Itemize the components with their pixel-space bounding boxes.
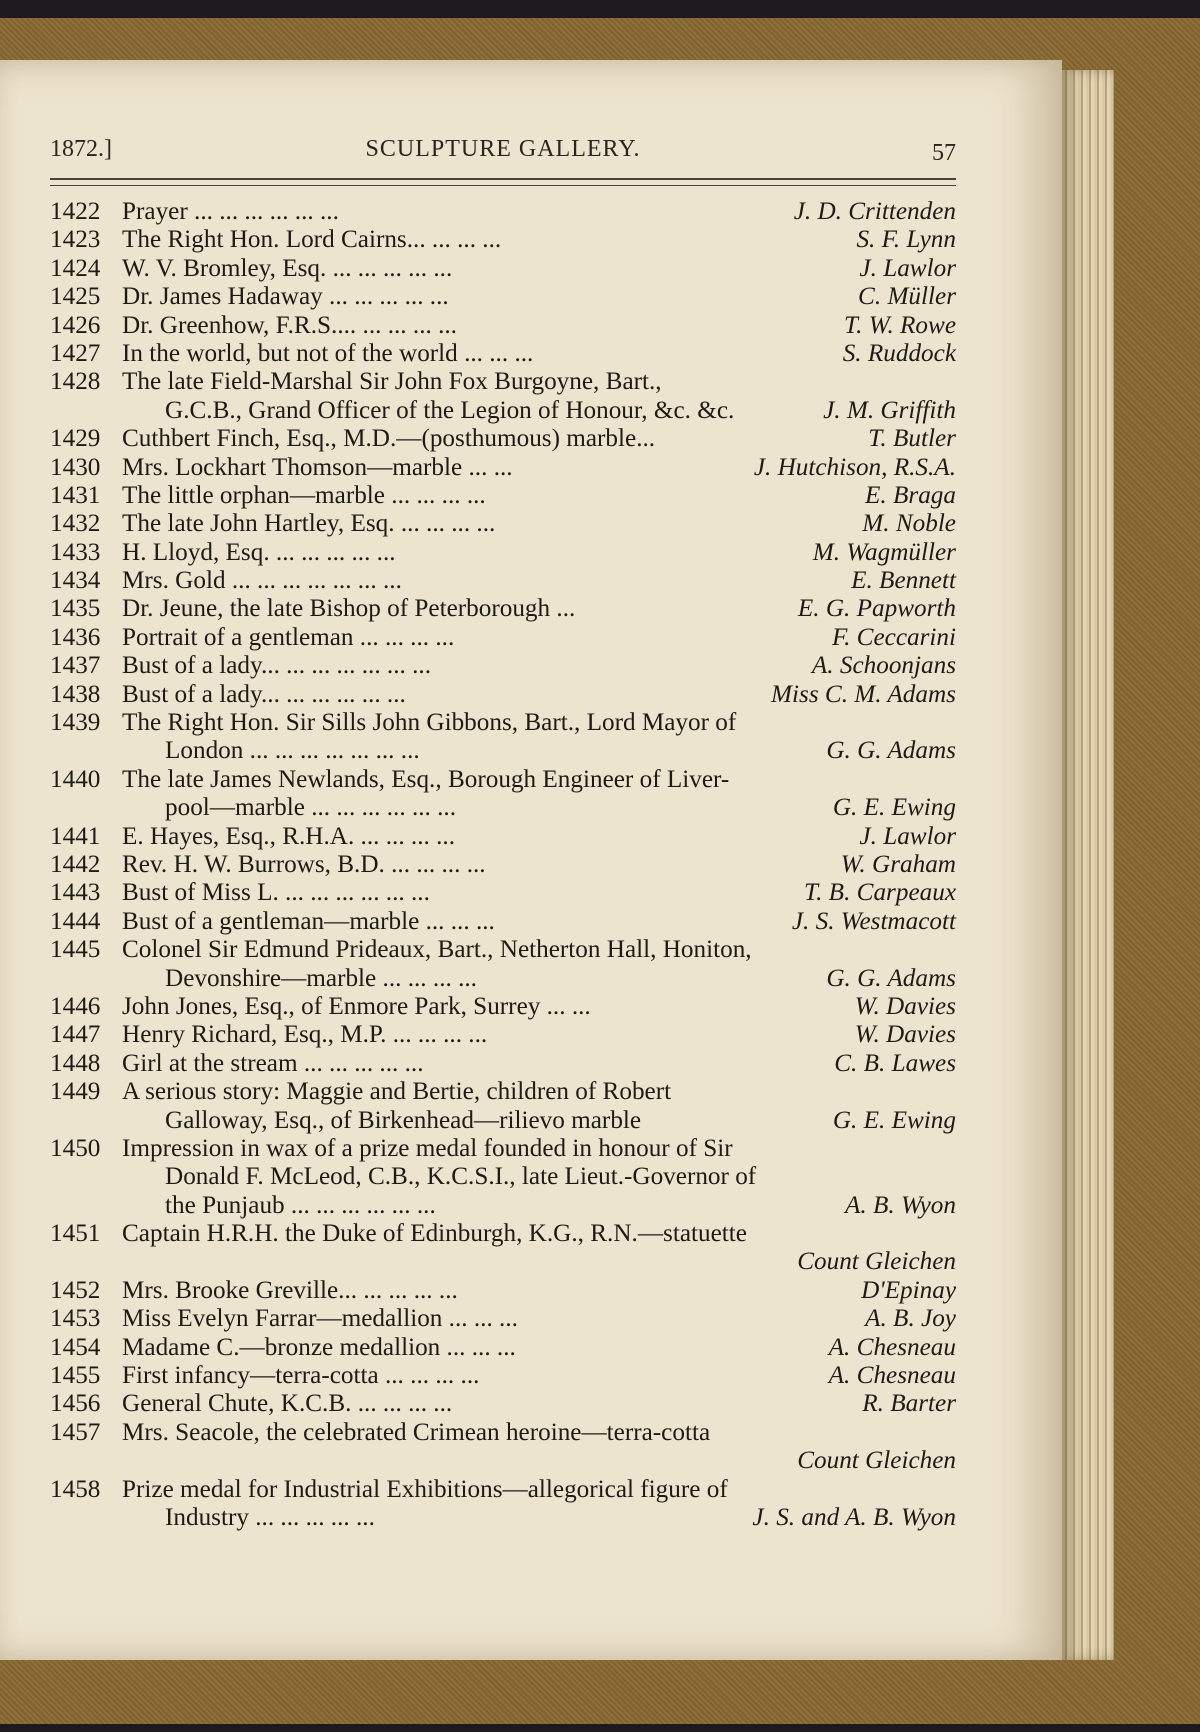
catalogue-entry-continuation — [50, 965, 956, 993]
catalogue-entry — [50, 567, 956, 595]
catalogue-entry-continuation — [50, 1447, 956, 1475]
catalogue-entry — [50, 1390, 956, 1418]
catalogue-entry — [50, 681, 956, 709]
entry-number: 1457 — [50, 1418, 101, 1446]
catalogue-entry — [50, 851, 956, 879]
catalogue-entry — [50, 1021, 956, 1049]
running-header — [50, 136, 956, 176]
catalogue-entry — [50, 624, 956, 652]
entry-title: G.C.B., Grand Officer of the Legion of Honour, &c. &c. — [165, 396, 735, 424]
entry-title: pool—marble ... ... ... ... ... ... — [165, 794, 457, 822]
entry-number: 1455 — [50, 1362, 101, 1390]
entry-title: General Chute, K.C.B. ... ... ... ... — [122, 1390, 453, 1418]
catalogue-entry — [50, 340, 956, 368]
catalogue-entry — [50, 1305, 956, 1333]
entry-title: Captain H.R.H. the Duke of Edinburgh, K.G., R.N.—statuette — [122, 1220, 747, 1248]
entry-artist: W. Davies — [854, 992, 956, 1020]
entry-number: 1430 — [50, 453, 101, 481]
catalogue-entry — [50, 709, 956, 737]
catalogue-entry — [50, 879, 956, 907]
catalogue-entry — [50, 198, 956, 226]
entry-number: 1439 — [50, 709, 101, 737]
catalogue-entry — [50, 425, 956, 453]
entry-number: 1436 — [50, 623, 101, 651]
entry-title: Prayer ... ... ... ... ... ... — [122, 198, 339, 225]
entry-number: 1438 — [50, 680, 101, 708]
entry-artist: A. B. Wyon — [845, 1191, 956, 1219]
entry-artist: C. B. Lawes — [834, 1049, 956, 1077]
entry-number: 1454 — [50, 1333, 101, 1361]
entry-number: 1442 — [50, 850, 101, 878]
entry-artist: J. S. Westmacott — [791, 907, 956, 935]
entry-artist: A. Schoonjans — [811, 652, 956, 680]
entry-artist: M. Wagmüller — [812, 538, 956, 566]
entry-artist: J. D. Crittenden — [793, 198, 956, 225]
entry-number: 1453 — [50, 1305, 101, 1333]
entry-title: W. V. Bromley, Esq. ... ... ... ... ... — [122, 254, 453, 282]
entry-number: 1433 — [50, 538, 101, 566]
entry-artist: E. Braga — [865, 481, 956, 509]
catalogue-entry — [50, 510, 956, 538]
entry-title: Mrs. Brooke Greville... ... ... ... ... — [122, 1276, 458, 1304]
entry-number: 1444 — [50, 907, 101, 935]
catalogue-entry-continuation — [50, 1504, 956, 1532]
entry-number: 1431 — [50, 481, 101, 509]
entry-artist: E. Bennett — [851, 567, 956, 595]
entry-artist: A. Chesneau — [828, 1362, 956, 1390]
entry-title: Rev. H. W. Burrows, B.D. ... ... ... ... — [122, 850, 486, 878]
entry-number: 1458 — [50, 1475, 101, 1503]
entry-title: The little orphan—marble ... ... ... ... — [122, 481, 486, 509]
entry-number: 1427 — [50, 339, 101, 367]
catalogue-entry — [50, 1078, 956, 1106]
catalogue-entry — [50, 226, 956, 254]
catalogue-entry — [50, 1419, 956, 1447]
catalogue-entry — [50, 482, 956, 510]
catalogue-entry — [50, 595, 956, 623]
entry-number: 1445 — [50, 936, 101, 964]
entry-title: Dr. James Hadaway ... ... ... ... ... — [122, 283, 449, 311]
catalogue-entry — [50, 454, 956, 482]
entry-artist: Miss C. M. Adams — [771, 680, 956, 708]
entry-title: The late James Newlands, Esq., Borough Engineer of Liver- — [122, 765, 730, 793]
entry-artist: T. Butler — [868, 425, 956, 453]
entry-artist: M. Noble — [862, 510, 956, 538]
entry-title: London ... ... ... ... ... ... ... — [165, 737, 420, 765]
entry-title: Bust of a lady... ... ... ... ... ... — [122, 680, 406, 708]
entry-title: Portrait of a gentleman ... ... ... ... — [122, 623, 455, 651]
header-title: SCULPTURE GALLERY. — [365, 136, 641, 162]
entry-number: 1449 — [50, 1078, 101, 1106]
catalogue-entry — [50, 1220, 956, 1248]
entry-number: 1429 — [50, 425, 101, 453]
entry-number: 1441 — [50, 822, 101, 850]
entry-title: Mrs. Gold ... ... ... ... ... ... ... — [122, 567, 402, 595]
entry-artist: A. Chesneau — [828, 1333, 956, 1361]
entry-title: In the world, but not of the world ... ... ... — [122, 339, 534, 367]
entry-artist: G. G. Adams — [826, 737, 956, 765]
entry-title: Bust of a lady... ... ... ... ... ... ... — [122, 652, 431, 680]
entry-number: 1448 — [50, 1049, 101, 1077]
entry-number: 1432 — [50, 510, 101, 538]
entry-title: Galloway, Esq., of Birkenhead—rilievo marble — [165, 1106, 642, 1134]
entry-artist: J. Lawlor — [859, 822, 956, 850]
entry-title: Colonel Sir Edmund Prideaux, Bart., Netherton Hall, Honiton, — [122, 936, 752, 964]
entry-title: Madame C.—bronze medallion ... ... ... — [122, 1333, 516, 1361]
catalogue-entry — [50, 255, 956, 283]
entry-number: 1440 — [50, 765, 101, 793]
entry-title: The late John Hartley, Esq. ... ... ... ... — [122, 510, 496, 538]
catalogue-entry-continuation — [50, 1107, 956, 1135]
entry-number: 1452 — [50, 1276, 101, 1304]
catalogue-entry-continuation — [50, 1163, 956, 1191]
catalogue-entry — [50, 908, 956, 936]
catalogue-entry-continuation — [50, 794, 956, 822]
entry-title: Bust of a gentleman—marble ... ... ... — [122, 907, 495, 935]
entry-title: John Jones, Esq., of Enmore Park, Surrey ... ... — [122, 992, 591, 1020]
entry-number: 1428 — [50, 368, 101, 396]
entry-number: 1425 — [50, 283, 101, 311]
entry-artist: G. G. Adams — [826, 964, 956, 992]
entry-artist: W. Davies — [854, 1021, 956, 1049]
catalogue-entry — [50, 1476, 956, 1504]
catalogue-entry — [50, 1334, 956, 1362]
entry-title: Girl at the stream ... ... ... ... ... — [122, 1049, 424, 1077]
entry-artist: S. F. Lynn — [856, 226, 956, 254]
entry-artist: R. Barter — [862, 1390, 956, 1418]
entry-title: Bust of Miss L. ... ... ... ... ... ... — [122, 879, 430, 907]
catalogue-entry-continuation — [50, 1248, 956, 1276]
entry-artist: G. E. Ewing — [832, 794, 956, 822]
entry-title: Industry ... ... ... ... ... — [165, 1503, 375, 1531]
entry-number: 1447 — [50, 1021, 101, 1049]
entry-title: Prize medal for Industrial Exhibitions—allegorical figure of — [122, 1475, 728, 1503]
entry-title: Donald F. McLeod, C.B., K.C.S.I., late Lieut.-Governor of — [165, 1163, 757, 1191]
catalogue-entry-continuation — [50, 1192, 956, 1220]
entry-title: Mrs. Lockhart Thomson—marble ... ... — [122, 453, 513, 481]
entry-title: Impression in wax of a prize medal founded in honour of Sir — [122, 1134, 733, 1162]
entry-artist: F. Ceccarini — [831, 623, 956, 651]
entry-artist: S. Ruddock — [842, 339, 956, 367]
entry-artist: D'Epinay — [861, 1276, 956, 1304]
catalogue-entry — [50, 283, 956, 311]
entry-title: A serious story: Maggie and Bertie, children of Robert — [122, 1078, 672, 1106]
entry-artist: T. W. Rowe — [844, 311, 956, 339]
entry-artist: Count Gleichen — [797, 1447, 956, 1475]
entry-title: Devonshire—marble ... ... ... ... — [165, 964, 477, 992]
entry-title: The Right Hon. Lord Cairns... ... ... ... — [122, 226, 502, 254]
entry-artist: G. E. Ewing — [832, 1106, 956, 1134]
entry-artist: J. M. Griffith — [823, 396, 956, 424]
catalogue-entry — [50, 1277, 956, 1305]
entry-number: 1450 — [50, 1134, 101, 1162]
entry-number: 1423 — [50, 226, 101, 254]
entry-number: 1434 — [50, 567, 101, 595]
entry-number: 1451 — [50, 1220, 101, 1248]
entry-artist: J. S. and A. B. Wyon — [752, 1503, 956, 1531]
entry-artist: A. B. Joy — [865, 1305, 956, 1333]
entry-artist: J. Hutchison, R.S.A. — [753, 453, 956, 481]
entry-title: The Right Hon. Sir Sills John Gibbons, Bart., Lord Mayor of — [122, 709, 737, 737]
entry-title: H. Lloyd, Esq. ... ... ... ... ... — [122, 538, 396, 566]
entry-title: Dr. Jeune, the late Bishop of Peterborough ... — [122, 595, 576, 623]
catalogue-entry — [50, 539, 956, 567]
entry-number: 1456 — [50, 1390, 101, 1418]
entry-artist: Count Gleichen — [797, 1248, 956, 1276]
entry-title: Mrs. Seacole, the celebrated Crimean heroine—terra-cotta — [122, 1418, 711, 1446]
catalogue-entry — [50, 312, 956, 340]
catalogue-entry-continuation — [50, 397, 956, 425]
entry-title: Cuthbert Finch, Esq., M.D.—(posthumous) marble... — [122, 425, 656, 453]
entry-number: 1443 — [50, 879, 101, 907]
entry-artist: C. Müller — [858, 283, 956, 311]
catalogue-entry-continuation — [50, 737, 956, 765]
catalogue-entry — [50, 766, 956, 794]
catalogue-entry — [50, 936, 956, 964]
entry-title: Henry Richard, Esq., M.P. ... ... ... ... — [122, 1021, 488, 1049]
entry-number: 1435 — [50, 595, 101, 623]
header-rule — [50, 178, 956, 186]
catalogue-entry — [50, 1050, 956, 1078]
entry-number: 1422 — [50, 198, 101, 225]
entry-title: the Punjaub ... ... ... ... ... ... — [165, 1191, 436, 1219]
catalogue-entry — [50, 823, 956, 851]
catalogue-entry — [50, 993, 956, 1021]
catalogue-list — [50, 198, 956, 1532]
catalogue-entry — [50, 1135, 956, 1163]
entry-artist: W. Graham — [840, 850, 956, 878]
entry-title: The late Field-Marshal Sir John Fox Burgoyne, Bart., — [122, 368, 662, 396]
entry-title: E. Hayes, Esq., R.H.A. ... ... ... ... — [122, 822, 456, 850]
entry-number: 1426 — [50, 311, 101, 339]
catalogue-entry — [50, 368, 956, 396]
catalogue-entry — [50, 652, 956, 680]
entry-artist: E. G. Papworth — [797, 595, 956, 623]
entry-number: 1446 — [50, 992, 101, 1020]
entry-artist: T. B. Carpeaux — [803, 879, 956, 907]
entry-number: 1424 — [50, 254, 101, 282]
page-edges — [1062, 70, 1114, 1660]
entry-title: Dr. Greenhow, F.R.S.... ... ... ... ... — [122, 311, 457, 339]
entry-artist: J. Lawlor — [859, 254, 956, 282]
catalogue-entry — [50, 1362, 956, 1390]
entry-title: Miss Evelyn Farrar—medallion ... ... ... — [122, 1305, 518, 1333]
entry-title: First infancy—terra-cotta ... ... ... ... — [122, 1362, 480, 1390]
header-year: 1872.] — [50, 136, 112, 162]
entry-number: 1437 — [50, 652, 101, 680]
page-number: 57 — [932, 140, 956, 166]
